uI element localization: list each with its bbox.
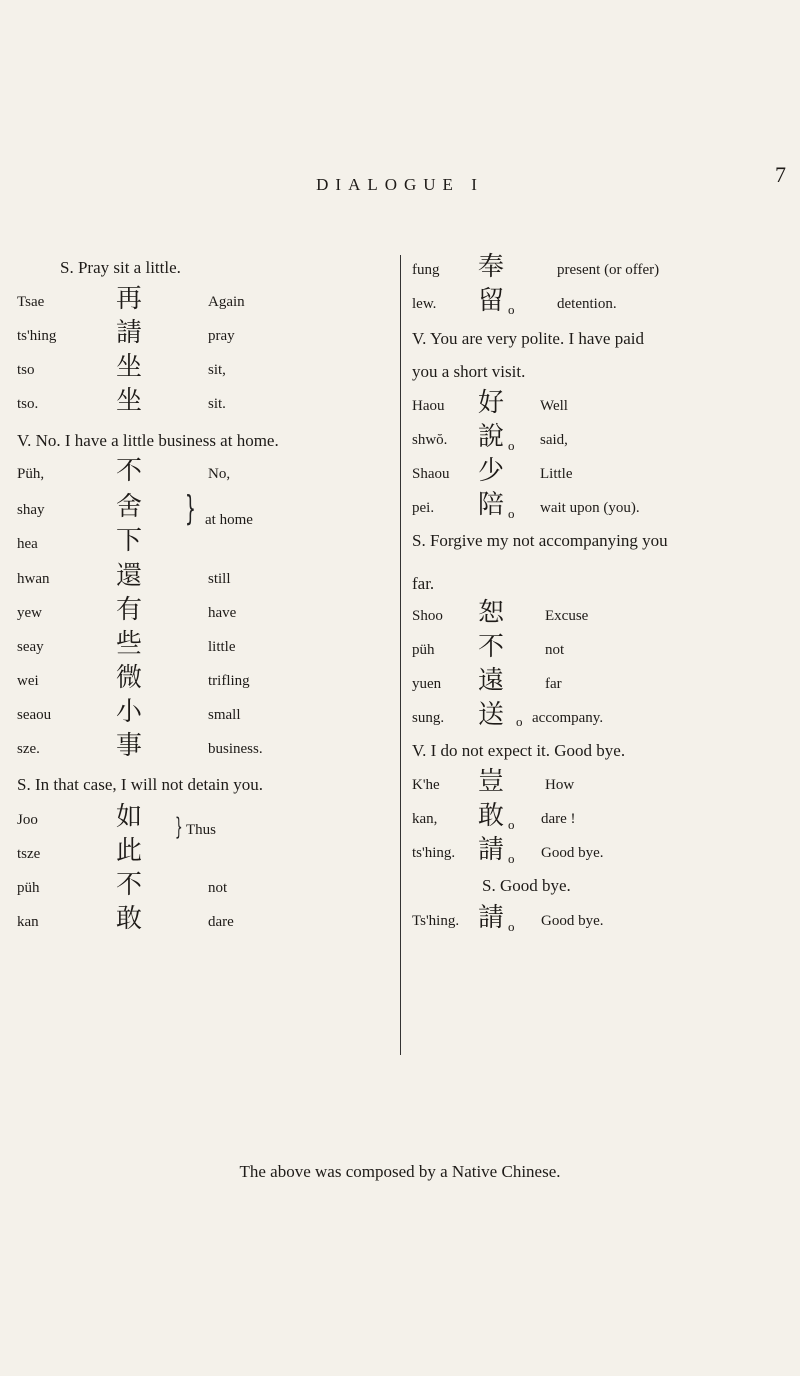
chinese-character: 不 (478, 632, 505, 662)
romanization: tso (17, 362, 35, 378)
chinese-character: 少 (478, 456, 505, 486)
chinese-character: 請 (478, 835, 505, 865)
romanization: fung (412, 262, 440, 278)
chinese-character: 舍 (116, 492, 143, 522)
translation: sit, (208, 362, 226, 378)
translation: dare (208, 914, 234, 930)
chinese-character: 小 (116, 697, 143, 727)
chinese-character: 再 (116, 284, 143, 314)
translation: have (208, 605, 237, 621)
chinese-character: 說 (478, 422, 505, 452)
romanization: Haou (412, 398, 445, 414)
romanization: ts'hing (17, 328, 57, 344)
chinese-character: 恕 (478, 598, 505, 628)
dialogue-line: S. Forgive my not accompanying you (412, 531, 668, 550)
circle-mark: o (508, 438, 515, 453)
romanization: wei (17, 673, 39, 689)
romanization: Ts'hing. (412, 913, 460, 929)
translation: Little (540, 466, 573, 482)
translation: trifling (208, 673, 250, 689)
translation: still (208, 571, 231, 587)
chinese-character: 豈 (478, 767, 505, 797)
chinese-character: 陪 (478, 490, 505, 520)
chinese-character: 請 (116, 318, 143, 348)
translation: small (208, 707, 241, 723)
footer-note: The above was composed by a Native Chinese. (239, 1162, 561, 1181)
circle-mark: o (508, 919, 515, 934)
chinese-character: 還 (116, 561, 143, 591)
translation: Thus (186, 822, 216, 838)
romanization: K'he (412, 777, 440, 793)
romanization: lew. (412, 296, 437, 312)
running-title: DIALOGUE I (316, 175, 484, 194)
translation: Again (208, 294, 245, 310)
romanization: hea (17, 536, 38, 552)
romanization: yuen (412, 676, 442, 692)
romanization: sze. (17, 741, 40, 757)
romanization: pei. (412, 500, 435, 516)
translation: said, (540, 432, 568, 448)
circle-mark: o (508, 851, 515, 866)
translation: Good bye. (541, 845, 604, 861)
romanization: yew (17, 605, 42, 621)
chinese-character: 請 (478, 903, 505, 933)
romanization: Shoo (412, 608, 443, 624)
dialogue-line: V. I do not expect it. Good bye. (412, 741, 626, 760)
dialogue-line: S. Pray sit a little. (60, 258, 181, 277)
dialogue-line: S. In that case, I will not detain you. (17, 775, 263, 794)
chinese-character: 不 (116, 870, 143, 900)
column-divider (400, 255, 401, 1055)
translation: present (or offer) (557, 262, 660, 278)
translation: Excuse (545, 608, 589, 624)
chinese-character: 敢 (478, 801, 505, 831)
romanization: hwan (17, 571, 50, 587)
chinese-character: 些 (116, 629, 143, 659)
chinese-character: 如 (116, 802, 143, 832)
translation: How (545, 777, 575, 793)
translation: accompany. (532, 710, 604, 726)
translation: business. (208, 741, 263, 757)
romanization: shay (17, 502, 45, 518)
chinese-character: 送 (478, 700, 505, 730)
dialogue-line: far. (412, 574, 435, 593)
chinese-character: 事 (116, 731, 143, 761)
romanization: Tsae (17, 294, 45, 310)
romanization: kan, (412, 811, 438, 827)
chinese-character: 下 (116, 526, 143, 556)
chinese-character: 此 (116, 836, 143, 866)
translation: sit. (208, 396, 226, 412)
romanization: Shaou (412, 466, 450, 482)
translation: little (208, 639, 236, 655)
chinese-character: 坐 (116, 386, 143, 416)
romanization: püh (17, 880, 40, 896)
chinese-character: 坐 (116, 352, 143, 382)
romanization: Püh, (17, 466, 45, 482)
circle-mark: o (516, 714, 523, 729)
circle-mark: o (508, 302, 515, 317)
chinese-character: 留 (478, 286, 505, 316)
translation: wait upon (you). (540, 500, 640, 516)
translation: not (545, 642, 565, 658)
romanization: sung. (412, 710, 445, 726)
translation: pray (208, 328, 235, 344)
chinese-character: 不 (116, 456, 143, 486)
dialogue-line: S. Good bye. (482, 876, 571, 895)
romanization: ts'hing. (412, 845, 456, 861)
page-number: 7 (775, 162, 786, 187)
translation: detention. (557, 296, 617, 312)
chinese-character: 遠 (478, 666, 505, 696)
chinese-character: 好 (478, 388, 505, 418)
translation: Good bye. (541, 913, 604, 929)
circle-mark: o (508, 817, 515, 832)
circle-mark: o (508, 506, 515, 521)
romanization: seaou (17, 707, 52, 723)
dialogue-line: you a short visit. (412, 362, 526, 381)
dialogue-line: V. No. I have a little business at home. (17, 431, 279, 450)
chinese-character: 敢 (116, 904, 143, 934)
translation: Well (540, 398, 568, 414)
chinese-character: 奉 (478, 252, 505, 282)
dialogue-line: V. You are very polite. I have paid (412, 329, 644, 348)
translation: dare ! (541, 811, 576, 827)
translation: at home (205, 512, 253, 528)
bracket-glyph: } (175, 813, 183, 841)
romanization: püh (412, 642, 435, 658)
romanization: tso. (17, 396, 39, 412)
romanization: Joo (17, 812, 38, 828)
translation: far (545, 676, 562, 692)
romanization: seay (17, 639, 44, 655)
translation: No, (208, 466, 231, 482)
romanization: kan (17, 914, 39, 930)
romanization: shwŏ. (412, 432, 448, 448)
romanization: tsze (17, 846, 41, 862)
translation: not (208, 880, 228, 896)
bracket-glyph: } (185, 489, 196, 529)
chinese-character: 有 (116, 595, 143, 625)
chinese-character: 微 (116, 663, 143, 693)
